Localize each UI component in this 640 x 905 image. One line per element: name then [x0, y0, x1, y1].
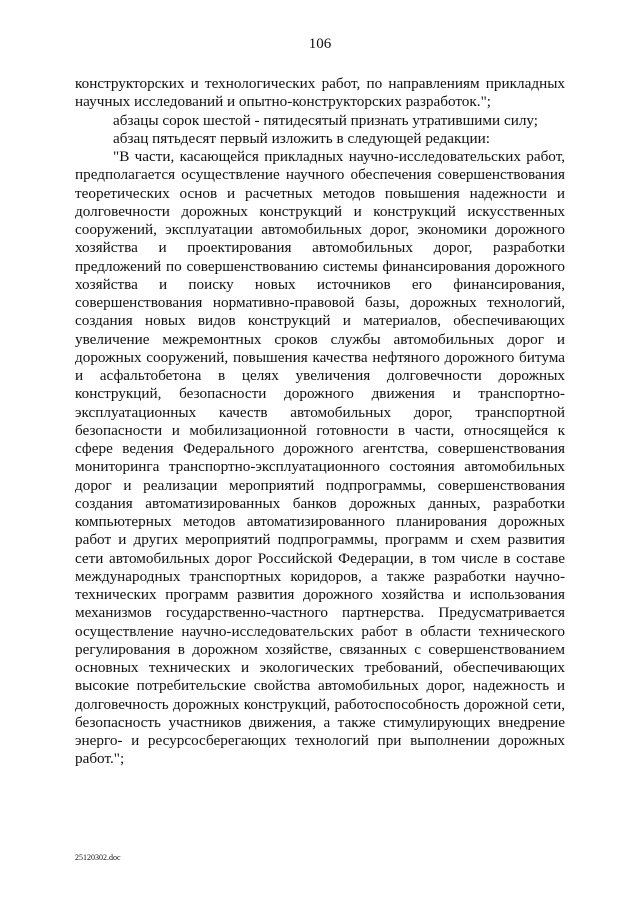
page-number: 106 — [308, 36, 332, 52]
paragraph-amend-intro: абзац пятьдесят первый изложить в следующей редакции: — [113, 129, 490, 147]
footer-file-name: 25120302.doc — [75, 853, 121, 862]
document-body — [75, 75, 565, 769]
paragraph-repeal-clauses: абзацы сорок шестой - пятидесятый признать утратившими силу; — [113, 111, 539, 129]
paragraph-continuation: конструкторских и технологических работ, по направлениям прикладных научных исследований и опытно-конструкторских разработок."; — [75, 75, 565, 111]
paragraph-new-wording: "В части, касающейся прикладных научно-исследовательских работ, предполагается осуществление научного обеспечения совершенствования теоретических основ и расчетных методов повышения надежности и долговечности дорожных конструкций и конструкций искусственных сооружений, эксплуатации автомобильных дорог, экономики дорожного хозяйства и проектирования автомобильных дорог, разработки предложений по совершенствованию системы финансирования дорожного хозяйства и поиску новых источников его финансирования, совершенствования нормативно-правовой базы, дорожных технологий, создания новых видов конструкций и материалов, обеспечивающих увеличение межремонтных сроков службы автомобильных дорог и дорожных сооружений, повышения качества нефтяного дорожного битума и асфальтобетона в целях увеличения долговечности дорожных конструкций, безопасности дорожного движения и транспортно-эксплуатационных качеств автомобильных дорог, транспортной безопасности и мобилизационной готовности в части, относящейся к сфере ведения Федерального дорожного агентства, совершенствования мониторинга транспортно-эксплуатационного состояния автомобильных дорог и реализации мероприятий подпрограммы, совершенствования создания автоматизированных банков дорожных данных, разработки компьютерных методов автоматизированного планирования дорожных работ и других мероприятий подпрограммы, программ и схем развития сети автомобильных дорог Российской Федерации, в том числе в составе международных транспортных коридоров, а также разработки научно-технических программ развития дорожного хозяйства и использования механизмов государственно-частного партнерства. Предусматривается осуществление научно-исследовательских работ в области технического регулирования в дорожном хозяйстве, связанных с совершенствованием основных технических и экологических требований, обеспечивающих высокие потребительские свойства автомобильных дорог, надежность и долговечность дорожных конструкций, работоспособность дорожной сети, безопасность участников движения, а также стимулирующих внедрение энерго- и ресурсосберегающих технологий при выполнении дорожных работ."; — [75, 148, 565, 768]
